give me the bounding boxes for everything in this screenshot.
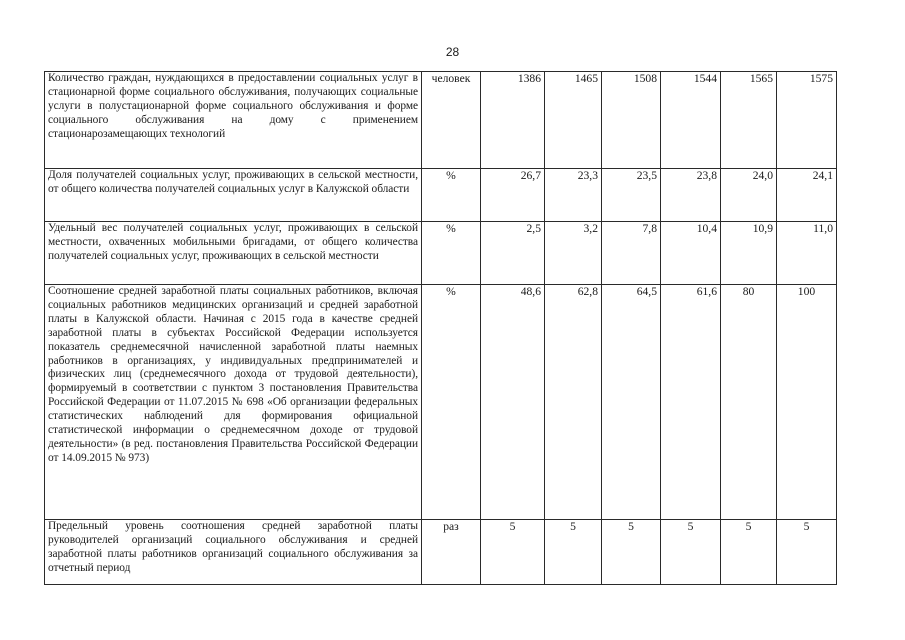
indicator-value: 5 bbox=[545, 520, 602, 585]
table-row bbox=[45, 222, 837, 285]
indicator-description: Соотношение средней заработной платы социальных работников, включая социальных работников медицинских организаций и средней заработной платы в Калужской области. Начиная с 2015 года в качестве средней заработной платы в субъектах Российской Федерации используется показатель среднемесячной начисленной заработной платы наемных работников в организациях, у индивидуальных предпринимателей и физических лиц (среднемесячного дохода от трудовой деятельности), формируемый в соответствии с пунктом 3 постановления Правительства Российской Федерации от 11.07.2015 № 698 «Об организации федеральных статистических наблюдений для формирования официальной статистической информации о среднемесячном доходе от трудовой деятельности» (в ред. постановления Правительства Российской Федерации от 14.09.2015 № 973) bbox=[45, 285, 422, 520]
table-row bbox=[45, 72, 837, 169]
indicator-description: Доля получателей социальных услуг, проживающих в сельской местности, от общего количества получателей социальных услуг в Калужской области bbox=[45, 169, 422, 222]
indicator-value: 7,8 bbox=[602, 222, 661, 285]
table-row bbox=[45, 169, 837, 222]
indicator-value: 23,5 bbox=[602, 169, 661, 222]
indicator-value: 10,4 bbox=[661, 222, 721, 285]
indicator-unit: % bbox=[422, 222, 481, 285]
indicator-value: 62,8 bbox=[545, 285, 602, 520]
indicator-value: 11,0 bbox=[777, 222, 837, 285]
indicator-value: 1465 bbox=[545, 72, 602, 169]
indicator-value: 1544 bbox=[661, 72, 721, 169]
indicator-value: 64,5 bbox=[602, 285, 661, 520]
indicator-value: 5 bbox=[721, 520, 777, 585]
indicator-value: 80 bbox=[721, 285, 777, 520]
indicator-value: 5 bbox=[481, 520, 545, 585]
indicator-value: 5 bbox=[777, 520, 837, 585]
indicator-value: 24,1 bbox=[777, 169, 837, 222]
indicators-table bbox=[44, 71, 837, 585]
table-row bbox=[45, 520, 837, 585]
page-number: 28 bbox=[445, 45, 460, 59]
indicator-value: 23,8 bbox=[661, 169, 721, 222]
indicator-unit: раз bbox=[422, 520, 481, 585]
indicator-value: 5 bbox=[602, 520, 661, 585]
indicator-value: 2,5 bbox=[481, 222, 545, 285]
indicator-value: 61,6 bbox=[661, 285, 721, 520]
indicator-value: 23,3 bbox=[545, 169, 602, 222]
indicator-value: 48,6 bbox=[481, 285, 545, 520]
indicator-value: 5 bbox=[661, 520, 721, 585]
indicator-value: 100 bbox=[777, 285, 837, 520]
indicator-value: 1508 bbox=[602, 72, 661, 169]
indicator-value: 1565 bbox=[721, 72, 777, 169]
indicator-unit: человек bbox=[422, 72, 481, 169]
indicator-value: 10,9 bbox=[721, 222, 777, 285]
indicator-value: 3,2 bbox=[545, 222, 602, 285]
indicator-value: 26,7 bbox=[481, 169, 545, 222]
indicator-value: 24,0 bbox=[721, 169, 777, 222]
indicator-unit: % bbox=[422, 169, 481, 222]
indicator-value: 1575 bbox=[777, 72, 837, 169]
indicator-value: 1386 bbox=[481, 72, 545, 169]
table-body bbox=[45, 72, 837, 585]
indicator-unit: % bbox=[422, 285, 481, 520]
indicator-description: Количество граждан, нуждающихся в предоставлении социальных услуг в стационарной форме социального обслуживания, получающих социальные услуги в полустационарной форме социального обслуживания и форме социального обслуживания на дому с применением стационарозамещающих технологий bbox=[45, 72, 422, 169]
indicator-description: Предельный уровень соотношения средней заработной платы руководителей организаций социального обслуживания и средней заработной платы работников организаций социального обслуживания за отчетный период bbox=[45, 520, 422, 585]
indicator-description: Удельный вес получателей социальных услуг, проживающих в сельской местности, охваченных мобильными бригадами, от общего количества получателей социальных услуг, проживающих в сельской местности bbox=[45, 222, 422, 285]
table-row bbox=[45, 285, 837, 520]
